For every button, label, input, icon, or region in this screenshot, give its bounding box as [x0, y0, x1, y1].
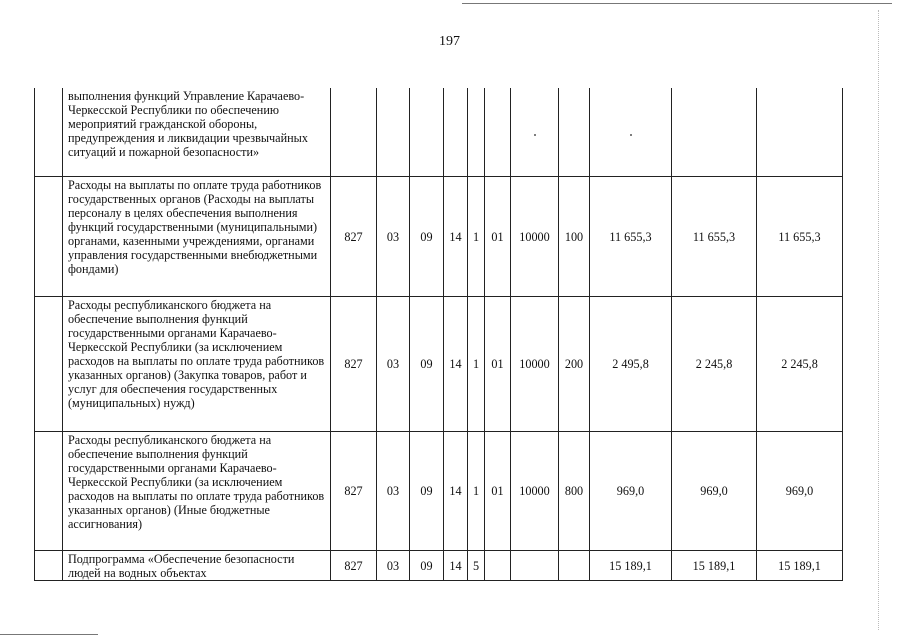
amount-year-2: 969,0 — [672, 432, 757, 551]
page-number: 197 — [439, 34, 460, 49]
blank-cell — [35, 88, 63, 177]
direction-code — [511, 551, 559, 581]
blank-cell — [35, 177, 63, 297]
row-description: Расходы республиканского бюджета на обеспечение выполнения функций государственными органами Карачаево-Черкесской Республики (за исключением расходов на выплаты по оплате труда работников указанных органов) (Закупка товаров, работ и услуг для обеспечения государственных (муниципальных) нужд) — [63, 297, 331, 432]
amount-year-3: 2 245,8 — [757, 297, 843, 432]
subprogram-code: 1 — [468, 432, 485, 551]
event-code: 01 — [485, 297, 511, 432]
amount-year-2: 2 245,8 — [672, 297, 757, 432]
amount-year-2 — [672, 88, 757, 177]
expense-type-code: 200 — [559, 297, 590, 432]
expense-type-code: 100 — [559, 177, 590, 297]
direction-code: 10000 — [511, 297, 559, 432]
table-row — [35, 297, 843, 432]
section-code: 03 — [377, 297, 410, 432]
expense-type-code: 800 — [559, 432, 590, 551]
top-rule — [462, 3, 892, 4]
scan-speck — [630, 134, 632, 136]
ved-code: 827 — [331, 432, 377, 551]
expense-type-code — [559, 88, 590, 177]
amount-year-1: 969,0 — [590, 432, 672, 551]
section-code: 03 — [377, 177, 410, 297]
blank-cell — [35, 297, 63, 432]
table-row — [35, 88, 843, 177]
subprogram-code: 5 — [468, 551, 485, 581]
amount-year-1: 11 655,3 — [590, 177, 672, 297]
table-row — [35, 432, 843, 551]
amount-year-3 — [757, 88, 843, 177]
section-code: 03 — [377, 551, 410, 581]
program-code — [444, 88, 468, 177]
event-code — [485, 88, 511, 177]
subsection-code: 09 — [410, 551, 444, 581]
blank-cell — [35, 551, 63, 581]
subprogram-code — [468, 88, 485, 177]
amount-year-1: 2 495,8 — [590, 297, 672, 432]
event-code — [485, 551, 511, 581]
ved-code: 827 — [331, 551, 377, 581]
row-description: Расходы республиканского бюджета на обеспечение выполнения функций государственными органами Карачаево-Черкесской Республики (за исключением расходов на выплаты по оплате труда работников указанных органов) (Иные бюджетные ассигнования) — [63, 432, 331, 551]
amount-year-3: 15 189,1 — [757, 551, 843, 581]
subsection-code: 09 — [410, 177, 444, 297]
row-description: Расходы на выплаты по оплате труда работников государственных органов (Расходы на выплаты персоналу в целях обеспечения выполнения функций государственными (муниципальными) органами, казенными учреждениями, органами управления государственными внебюджетными фондами) — [63, 177, 331, 297]
table-row — [35, 551, 843, 581]
blank-cell — [35, 432, 63, 551]
amount-year-1: 15 189,1 — [590, 551, 672, 581]
direction-code: 10000 — [511, 432, 559, 551]
program-code: 14 — [444, 297, 468, 432]
ved-code — [331, 88, 377, 177]
subprogram-code: 1 — [468, 297, 485, 432]
table-row — [35, 177, 843, 297]
ved-code: 827 — [331, 177, 377, 297]
program-code: 14 — [444, 432, 468, 551]
expense-type-code — [559, 551, 590, 581]
ved-code: 827 — [331, 297, 377, 432]
program-code: 14 — [444, 177, 468, 297]
subsection-code: 09 — [410, 297, 444, 432]
section-code — [377, 88, 410, 177]
subsection-code — [410, 88, 444, 177]
subprogram-code: 1 — [468, 177, 485, 297]
amount-year-3: 969,0 — [757, 432, 843, 551]
budget-table — [34, 88, 843, 581]
amount-year-1 — [590, 88, 672, 177]
event-code: 01 — [485, 177, 511, 297]
direction-code — [511, 88, 559, 177]
footnote-rule — [0, 634, 98, 635]
amount-year-2: 11 655,3 — [672, 177, 757, 297]
row-description: Подпрограмма «Обеспечение безопасности людей на водных объектах — [63, 551, 331, 581]
direction-code: 10000 — [511, 177, 559, 297]
event-code: 01 — [485, 432, 511, 551]
section-code: 03 — [377, 432, 410, 551]
scan-edge-marks — [878, 10, 883, 630]
program-code: 14 — [444, 551, 468, 581]
scan-speck — [534, 134, 536, 136]
amount-year-3: 11 655,3 — [757, 177, 843, 297]
row-description: выполнения функций Управление Карачаево-Черкесской Республики по обеспечению мероприятий гражданской обороны, предупреждения и ликвидации чрезвычайных ситуаций и пожарной безопасности» — [63, 88, 331, 177]
amount-year-2: 15 189,1 — [672, 551, 757, 581]
subsection-code: 09 — [410, 432, 444, 551]
